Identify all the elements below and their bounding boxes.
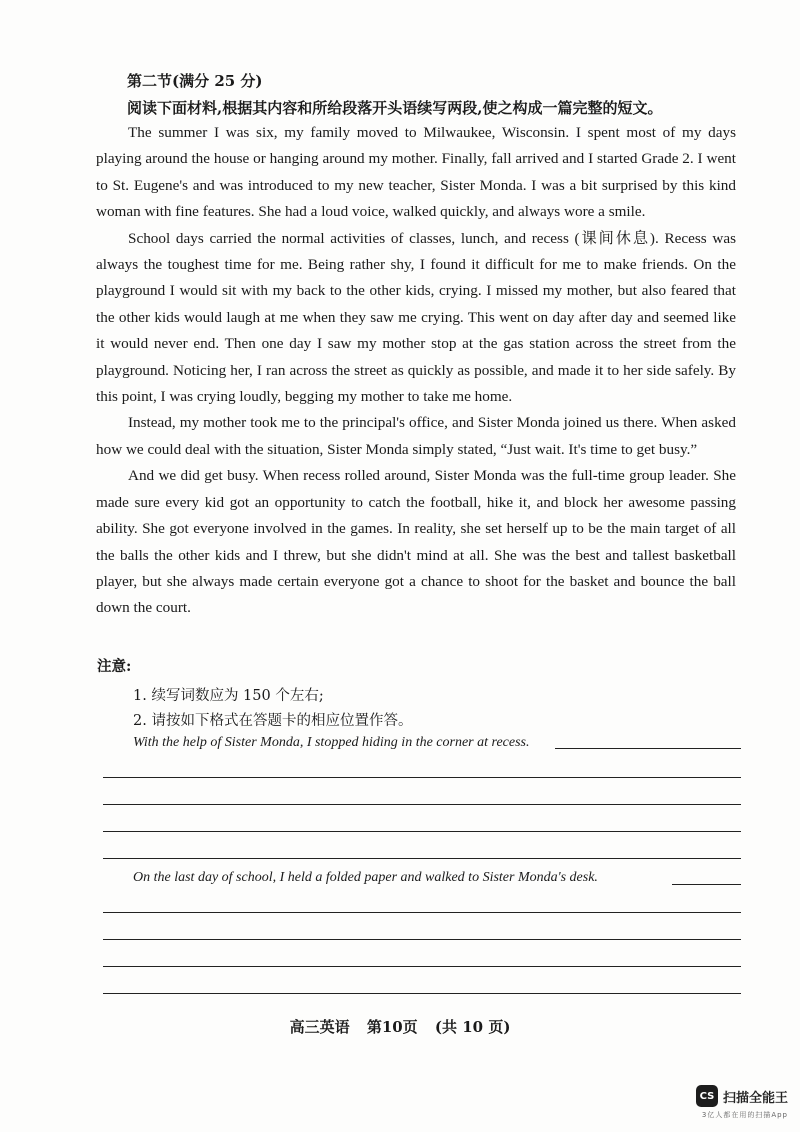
answer-line[interactable] — [103, 777, 741, 778]
page-footer — [0, 1016, 800, 1037]
notes-label: 注意: — [97, 658, 132, 675]
continuation-prompt-2: On the last day of school, I held a folded paper and walked to Sister Monda's desk. — [133, 870, 598, 885]
camscanner-logo-icon: CS — [696, 1085, 718, 1107]
prompt-1-writing-line[interactable] — [555, 748, 741, 749]
footer-subject: 高三英语 — [289, 1018, 350, 1036]
note-item-2: 2. 请按如下格式在答题卡的相应位置作答。 — [133, 713, 413, 729]
answer-line[interactable] — [103, 831, 741, 832]
answer-line[interactable] — [103, 939, 741, 940]
prompt-2-writing-line[interactable] — [672, 884, 741, 885]
answer-line[interactable] — [103, 966, 741, 967]
reading-passage — [96, 120, 736, 622]
note-item-1: 1. 续写词数应为 150 个左右; — [133, 688, 324, 704]
passage-paragraph-4: And we did get busy. When recess rolled around, Sister Monda was the full-time group leader. She made sure every kid got an opportunity to catch the football, hike it, and block her awesome passing ability. She got everyone involved in the games. In reality, she set herself up to be the main target of all the balls the other kids and I threw, but she didn't mind at all. She was the best and tallest basketball player, but she always made certain everyone got a chance to shoot for the basket and bounce the ball down the court. — [96, 467, 736, 617]
section-title: 第二节(满分 25 分) — [127, 72, 263, 90]
scanner-tagline: 3亿人都在用的扫描App — [701, 1111, 788, 1119]
scanner-app-name: 扫描全能王 — [722, 1090, 788, 1106]
section-instruction: 阅读下面材料,根据其内容和所给段落开头语续写两段,使之构成一篇完整的短文。 — [127, 99, 663, 117]
continuation-prompt-1: With the help of Sister Monda, I stopped hiding in the corner at recess. — [133, 735, 530, 750]
footer-page-total: (共 10 页) — [434, 1018, 511, 1036]
answer-line[interactable] — [103, 912, 741, 913]
passage-paragraph-1: The summer I was six, my family moved to Milwaukee, Wisconsin. I spent most of my days playing around the house or hanging around my mother. Finally, fall arrived and I started Grade 2. I went to St. Eugene's and was introduced to my new teacher, Sister Monda. I was a bit surprised by this kind woman with fine features. She had a loud voice, walked quickly, and always wore a smile. — [96, 124, 736, 221]
scanner-watermark — [696, 1085, 788, 1107]
passage-paragraph-3: Instead, my mother took me to the principal's office, and Sister Monda joined us there. When asked how we could deal with the situation, Sister Monda simply stated, “Just wait. It's time to get busy.” — [96, 414, 736, 458]
answer-line[interactable] — [103, 993, 741, 994]
answer-line[interactable] — [103, 858, 741, 859]
passage-paragraph-2: School days carried the normal activities of classes, lunch, and recess (课间休息). Recess was always the toughest time for me. Being rather shy, I found it difficult for me to make friends. On the playground I would sit with my back to the other kids, crying. I missed my mother, but also feared that the other kids would laugh at me when they saw me crying. This went on day after day and seemed like it would never end. Then one day I saw my mother stop at the gas station across the street from the playground. Noticing her, I ran across the street as quickly as possible, and made it to her side safely. By this point, I was crying loudly, begging my mother to take me home. — [96, 229, 736, 406]
answer-line[interactable] — [103, 804, 741, 805]
footer-page-number: 第10页 — [366, 1018, 418, 1036]
